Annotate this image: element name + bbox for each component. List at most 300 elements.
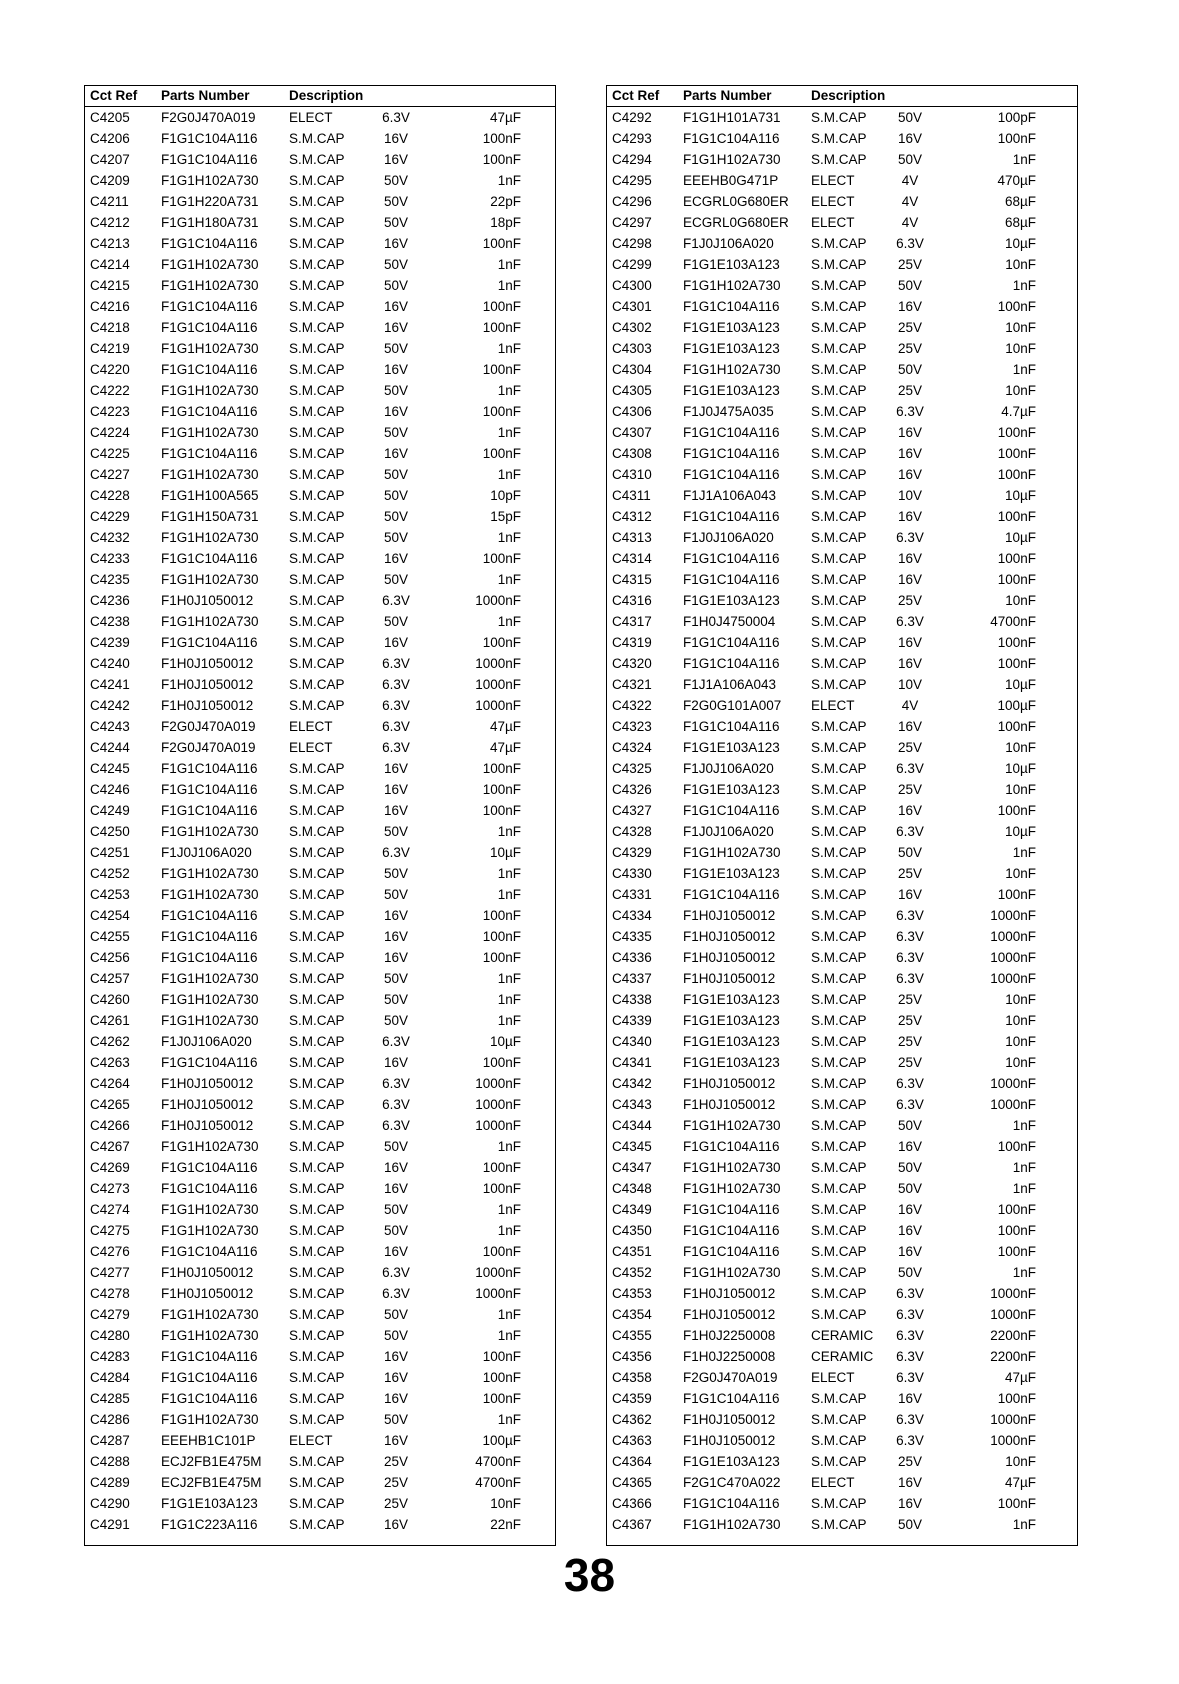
cell-cct-ref: C4362: [612, 1412, 652, 1427]
cell-cct-ref: C4290: [90, 1496, 130, 1511]
cell-parts-number: ECJ2FB1E475M: [161, 1454, 262, 1469]
cell-cct-ref: C4243: [90, 719, 130, 734]
cell-description: S.M.CAP: [811, 1286, 867, 1301]
cell-description: S.M.CAP: [811, 1454, 867, 1469]
table-row: [607, 1346, 1077, 1367]
cell-description: S.M.CAP: [811, 110, 867, 125]
cell-value: 100nF: [482, 1370, 521, 1385]
cell-value: 1000nF: [990, 971, 1036, 986]
cell-description: S.M.CAP: [811, 1097, 867, 1112]
cell-cct-ref: C4211: [90, 194, 129, 209]
cell-parts-number: F1J0J106A020: [161, 845, 252, 860]
cell-voltage: 16V: [383, 761, 409, 776]
cell-description: S.M.CAP: [289, 614, 345, 629]
cell-parts-number: F1H0J1050012: [683, 950, 776, 965]
cell-description: S.M.CAP: [811, 1307, 867, 1322]
cell-value: 1000nF: [475, 1265, 521, 1280]
cell-value: 47µF: [1004, 1475, 1036, 1490]
cell-voltage: 16V: [383, 1391, 409, 1406]
cell-description: S.M.CAP: [811, 551, 867, 566]
cell-cct-ref: C4209: [90, 173, 130, 188]
cell-parts-number: F1G1E103A123: [683, 1013, 780, 1028]
cell-value: 1nF: [1012, 152, 1036, 167]
cell-parts-number: F1H0J1050012: [161, 677, 254, 692]
cell-cct-ref: C4256: [90, 950, 130, 965]
table-row: [85, 1031, 555, 1052]
cell-cct-ref: C4322: [612, 698, 652, 713]
cell-voltage: 16V: [897, 551, 923, 566]
table-row: [607, 1262, 1077, 1283]
cell-voltage: 50V: [897, 1181, 923, 1196]
cell-description: S.M.CAP: [289, 362, 345, 377]
cell-voltage: 6.3V: [382, 740, 410, 755]
cell-value: 100nF: [997, 1496, 1036, 1511]
cell-description: S.M.CAP: [811, 971, 867, 986]
cell-voltage: 25V: [897, 782, 923, 797]
cell-value: 1nF: [497, 173, 521, 188]
table-row: [85, 716, 555, 737]
cell-description: S.M.CAP: [289, 173, 345, 188]
cell-voltage: 25V: [897, 866, 923, 881]
cell-cct-ref: C4279: [90, 1307, 130, 1322]
table-row: [607, 1283, 1077, 1304]
cell-parts-number: F1G1C104A116: [161, 929, 258, 944]
cell-parts-number: F1G1E103A123: [683, 1055, 780, 1070]
header-parts-number: Parts Number: [161, 88, 250, 103]
cell-value: 1000nF: [990, 950, 1036, 965]
cell-voltage: 16V: [897, 887, 923, 902]
cell-value: 1nF: [1012, 1160, 1036, 1175]
cell-parts-number: F1G1E103A123: [161, 1496, 258, 1511]
cell-value: 1nF: [497, 1013, 521, 1028]
table-row: [607, 632, 1077, 653]
cell-value: 10µF: [489, 1034, 521, 1049]
cell-description: S.M.CAP: [811, 530, 867, 545]
cell-description: S.M.CAP: [289, 824, 345, 839]
cell-parts-number: F1H0J1050012: [683, 1097, 776, 1112]
cell-description: S.M.CAP: [811, 1034, 867, 1049]
cell-voltage: 6.3V: [896, 1349, 924, 1364]
cell-description: S.M.CAP: [289, 803, 345, 818]
cell-value: 100nF: [482, 299, 521, 314]
table-row: [85, 1346, 555, 1367]
cell-value: 10µF: [1004, 824, 1036, 839]
cell-description: S.M.CAP: [289, 1496, 345, 1511]
cell-parts-number: F1G1H102A730: [161, 572, 259, 587]
table-row: [607, 1178, 1077, 1199]
cell-cct-ref: C4285: [90, 1391, 130, 1406]
cell-value: 100nF: [997, 509, 1036, 524]
cell-voltage: 50V: [383, 530, 409, 545]
cell-voltage: 6.3V: [382, 1265, 410, 1280]
table-header: [607, 86, 1077, 107]
cell-cct-ref: C4358: [612, 1370, 652, 1385]
cell-description: S.M.CAP: [811, 1076, 867, 1091]
cell-voltage: 50V: [897, 1118, 923, 1133]
cell-value: 10µF: [1004, 236, 1036, 251]
cell-cct-ref: C4314: [612, 551, 652, 566]
cell-voltage: 50V: [383, 215, 409, 230]
cell-cct-ref: C4284: [90, 1370, 130, 1385]
cell-parts-number: F1H0J1050012: [683, 929, 776, 944]
cell-cct-ref: C4223: [90, 404, 130, 419]
table-row: [607, 422, 1077, 443]
cell-voltage: 6.3V: [382, 1076, 410, 1091]
table-row: [607, 1409, 1077, 1430]
table-row: [85, 863, 555, 884]
cell-value: 1nF: [497, 467, 521, 482]
cell-voltage: 16V: [897, 656, 923, 671]
cell-value: 100nF: [997, 887, 1036, 902]
cell-cct-ref: C4365: [612, 1475, 652, 1490]
cell-description: S.M.CAP: [289, 1223, 345, 1238]
cell-parts-number: F1G1E103A123: [683, 782, 780, 797]
table-row: [85, 1262, 555, 1283]
cell-value: 1nF: [1012, 1181, 1036, 1196]
cell-value: 10nF: [1005, 257, 1036, 272]
cell-cct-ref: C4350: [612, 1223, 652, 1238]
cell-value: 100nF: [482, 1244, 521, 1259]
cell-voltage: 50V: [897, 845, 923, 860]
cell-voltage: 16V: [897, 1223, 923, 1238]
cell-voltage: 6.3V: [896, 1307, 924, 1322]
cell-parts-number: F1G1H101A731: [683, 110, 781, 125]
cell-parts-number: F2G1C470A022: [683, 1475, 781, 1490]
cell-cct-ref: C4278: [90, 1286, 130, 1301]
cell-voltage: 50V: [383, 992, 409, 1007]
cell-voltage: 6.3V: [382, 1286, 410, 1301]
table-row: [85, 611, 555, 632]
table-row: [607, 590, 1077, 611]
cell-voltage: 16V: [897, 572, 923, 587]
cell-description: S.M.CAP: [811, 1013, 867, 1028]
cell-parts-number: F1G1C104A116: [161, 446, 258, 461]
cell-parts-number: F1G1H102A730: [683, 1160, 781, 1175]
cell-voltage: 50V: [383, 887, 409, 902]
table-row: [85, 107, 555, 128]
cell-cct-ref: C4229: [90, 509, 130, 524]
cell-voltage: 50V: [897, 1265, 923, 1280]
cell-description: S.M.CAP: [811, 446, 867, 461]
table-row: [85, 359, 555, 380]
cell-value: 10nF: [1005, 866, 1036, 881]
cell-parts-number: F1G1H102A730: [683, 278, 781, 293]
cell-parts-number: F1G1C104A116: [683, 467, 780, 482]
cell-voltage: 25V: [897, 1034, 923, 1049]
cell-description: S.M.CAP: [811, 1265, 867, 1280]
cell-cct-ref: C4356: [612, 1349, 652, 1364]
cell-description: S.M.CAP: [811, 152, 867, 167]
cell-voltage: 6.3V: [382, 1034, 410, 1049]
cell-description: S.M.CAP: [811, 992, 867, 1007]
cell-value: 1nF: [497, 866, 521, 881]
cell-voltage: 50V: [383, 383, 409, 398]
cell-parts-number: F1G1C104A116: [683, 656, 780, 671]
cell-parts-number: F1G1C104A116: [683, 572, 780, 587]
cell-cct-ref: C4315: [612, 572, 652, 587]
cell-value: 10nF: [1005, 1055, 1036, 1070]
cell-description: S.M.CAP: [811, 593, 867, 608]
cell-value: 470µF: [997, 173, 1036, 188]
table-row: [85, 737, 555, 758]
cell-description: S.M.CAP: [811, 236, 867, 251]
cell-voltage: 50V: [383, 1307, 409, 1322]
header-description: Description: [811, 88, 886, 103]
table-row: [85, 1157, 555, 1178]
table-row: [607, 905, 1077, 926]
cell-parts-number: F1G1C104A116: [683, 131, 780, 146]
cell-cct-ref: C4363: [612, 1433, 652, 1448]
cell-description: S.M.CAP: [289, 1160, 345, 1175]
cell-cct-ref: C4319: [612, 635, 652, 650]
cell-description: ELECT: [811, 1475, 855, 1490]
cell-voltage: 6.3V: [382, 1118, 410, 1133]
cell-parts-number: F1G1H102A730: [161, 1328, 259, 1343]
cell-voltage: 50V: [383, 1139, 409, 1154]
cell-parts-number: F1G1C104A116: [161, 1370, 258, 1385]
cell-cct-ref: C4345: [612, 1139, 652, 1154]
cell-parts-number: F1G1H102A730: [161, 383, 259, 398]
cell-cct-ref: C4245: [90, 761, 130, 776]
cell-description: S.M.CAP: [289, 1055, 345, 1070]
cell-value: 1nF: [497, 1328, 521, 1343]
cell-value: 47µF: [489, 740, 521, 755]
table-row: [85, 569, 555, 590]
cell-value: 100nF: [997, 1139, 1036, 1154]
cell-value: 10nF: [1005, 1034, 1036, 1049]
cell-voltage: 16V: [897, 1496, 923, 1511]
cell-description: S.M.CAP: [289, 1391, 345, 1406]
cell-parts-number: F1G1C104A116: [683, 887, 780, 902]
cell-value: 1nF: [497, 530, 521, 545]
cell-cct-ref: C4286: [90, 1412, 130, 1427]
table-row: [85, 1304, 555, 1325]
cell-parts-number: F2G0J470A019: [161, 110, 256, 125]
cell-cct-ref: C4348: [612, 1181, 652, 1196]
cell-voltage: 50V: [897, 1517, 923, 1532]
cell-voltage: 16V: [383, 635, 409, 650]
cell-cct-ref: C4283: [90, 1349, 130, 1364]
cell-description: S.M.CAP: [289, 1202, 345, 1217]
cell-parts-number: F1H0J1050012: [683, 1076, 776, 1091]
cell-cct-ref: C4241: [90, 677, 130, 692]
cell-parts-number: F1G1C104A116: [161, 236, 258, 251]
header-cct-ref: Cct Ref: [90, 88, 138, 103]
table-row: [85, 1472, 555, 1493]
cell-cct-ref: C4242: [90, 698, 130, 713]
cell-description: S.M.CAP: [811, 404, 867, 419]
cell-parts-number: F1G1H220A731: [161, 194, 259, 209]
cell-description: S.M.CAP: [811, 908, 867, 923]
cell-description: S.M.CAP: [811, 803, 867, 818]
cell-description: S.M.CAP: [811, 677, 867, 692]
cell-cct-ref: C4251: [90, 845, 130, 860]
cell-voltage: 6.3V: [382, 593, 410, 608]
cell-value: 4700nF: [475, 1475, 521, 1490]
cell-value: 10nF: [1005, 992, 1036, 1007]
cell-cct-ref: C4327: [612, 803, 652, 818]
cell-voltage: 16V: [383, 299, 409, 314]
cell-voltage: 6.3V: [896, 236, 924, 251]
table-row: [607, 947, 1077, 968]
cell-description: S.M.CAP: [289, 1076, 345, 1091]
cell-parts-number: F1G1H102A730: [161, 1202, 259, 1217]
cell-parts-number: F1G1H102A730: [161, 257, 259, 272]
cell-description: S.M.CAP: [289, 404, 345, 419]
cell-value: 100nF: [482, 1349, 521, 1364]
cell-description: ELECT: [811, 173, 855, 188]
cell-cct-ref: C4244: [90, 740, 130, 755]
cell-cct-ref: C4312: [612, 509, 652, 524]
cell-description: ELECT: [289, 110, 333, 125]
cell-value: 22pF: [490, 194, 521, 209]
cell-value: 1000nF: [990, 908, 1036, 923]
cell-voltage: 50V: [897, 110, 923, 125]
cell-voltage: 16V: [383, 1055, 409, 1070]
cell-voltage: 16V: [897, 1139, 923, 1154]
cell-value: 2200nF: [990, 1349, 1036, 1364]
table-row: [607, 443, 1077, 464]
cell-parts-number: F1G1C104A116: [683, 425, 780, 440]
cell-cct-ref: C4343: [612, 1097, 652, 1112]
table-row: [607, 212, 1077, 233]
cell-voltage: 16V: [383, 1370, 409, 1385]
table-row: [85, 1325, 555, 1346]
cell-description: S.M.CAP: [289, 887, 345, 902]
cell-description: S.M.CAP: [811, 824, 867, 839]
table-row: [607, 737, 1077, 758]
cell-description: S.M.CAP: [811, 341, 867, 356]
cell-description: S.M.CAP: [289, 908, 345, 923]
cell-description: S.M.CAP: [811, 1118, 867, 1133]
cell-parts-number: EEEHB0G471P: [683, 173, 779, 188]
table-row: [607, 1157, 1077, 1178]
cell-description: S.M.CAP: [811, 635, 867, 650]
cell-parts-number: F1G1H102A730: [161, 1223, 259, 1238]
cell-parts-number: F1G1C104A116: [161, 803, 258, 818]
cell-description: S.M.CAP: [289, 425, 345, 440]
table-row: [607, 716, 1077, 737]
cell-parts-number: F1H0J1050012: [683, 1412, 776, 1427]
header-cct-ref: Cct Ref: [612, 88, 660, 103]
cell-parts-number: F1H0J1050012: [683, 908, 776, 923]
cell-cct-ref: C4246: [90, 782, 130, 797]
cell-value: 1nF: [497, 383, 521, 398]
cell-voltage: 16V: [383, 929, 409, 944]
cell-cct-ref: C4344: [612, 1118, 652, 1133]
table-row: [607, 1199, 1077, 1220]
cell-description: S.M.CAP: [811, 362, 867, 377]
cell-voltage: 16V: [383, 1349, 409, 1364]
table-row: [85, 674, 555, 695]
cell-parts-number: F1G1C104A116: [161, 1244, 258, 1259]
table-body: [85, 107, 555, 1535]
cell-cct-ref: C4340: [612, 1034, 652, 1049]
cell-description: S.M.CAP: [289, 1475, 345, 1490]
cell-parts-number: F1G1H102A730: [161, 971, 259, 986]
cell-voltage: 6.3V: [382, 656, 410, 671]
cell-value: 68µF: [1004, 194, 1036, 209]
cell-voltage: 4V: [901, 215, 919, 230]
cell-voltage: 6.3V: [896, 1328, 924, 1343]
cell-value: 100nF: [997, 719, 1036, 734]
cell-cct-ref: C4317: [612, 614, 652, 629]
cell-value: 100nF: [482, 404, 521, 419]
cell-voltage: 16V: [897, 1475, 923, 1490]
cell-cct-ref: C4255: [90, 929, 130, 944]
cell-cct-ref: C4296: [612, 194, 652, 209]
table-row: [85, 842, 555, 863]
cell-voltage: 16V: [383, 362, 409, 377]
cell-parts-number: F1G1H102A730: [161, 824, 259, 839]
table-row: [85, 821, 555, 842]
table-row: [85, 1409, 555, 1430]
cell-description: S.M.CAP: [811, 299, 867, 314]
cell-parts-number: F1G1C104A116: [683, 446, 780, 461]
cell-cct-ref: C4355: [612, 1328, 652, 1343]
cell-description: S.M.CAP: [289, 1139, 345, 1154]
cell-voltage: 6.3V: [896, 1370, 924, 1385]
cell-voltage: 25V: [383, 1496, 409, 1511]
cell-parts-number: F1G1C104A116: [161, 908, 258, 923]
cell-voltage: 16V: [897, 425, 923, 440]
cell-description: S.M.CAP: [289, 1412, 345, 1427]
cell-value: 1000nF: [475, 656, 521, 671]
table-row: [607, 170, 1077, 191]
cell-cct-ref: C4287: [90, 1433, 130, 1448]
cell-description: S.M.CAP: [289, 1370, 345, 1385]
table-row: [607, 1451, 1077, 1472]
cell-description: S.M.CAP: [289, 320, 345, 335]
cell-voltage: 16V: [897, 719, 923, 734]
cell-description: S.M.CAP: [289, 194, 345, 209]
cell-voltage: 10V: [897, 677, 923, 692]
table-row: [607, 149, 1077, 170]
cell-value: 1000nF: [475, 1076, 521, 1091]
table-row: [607, 968, 1077, 989]
cell-description: S.M.CAP: [289, 698, 345, 713]
cell-description: S.M.CAP: [811, 740, 867, 755]
cell-parts-number: F1G1H102A730: [161, 866, 259, 881]
cell-parts-number: F1G1H102A730: [161, 887, 259, 902]
table-row: [85, 590, 555, 611]
cell-description: S.M.CAP: [811, 782, 867, 797]
cell-parts-number: F1G1C104A116: [161, 131, 258, 146]
cell-voltage: 16V: [383, 1517, 409, 1532]
cell-cct-ref: C4311: [612, 488, 651, 503]
cell-value: 100nF: [997, 1202, 1036, 1217]
cell-cct-ref: C4342: [612, 1076, 652, 1091]
cell-voltage: 6.3V: [896, 761, 924, 776]
cell-value: 100nF: [482, 1055, 521, 1070]
cell-voltage: 6.3V: [382, 719, 410, 734]
cell-description: S.M.CAP: [811, 614, 867, 629]
table-row: [607, 695, 1077, 716]
cell-description: S.M.CAP: [811, 1055, 867, 1070]
cell-value: 100nF: [997, 467, 1036, 482]
cell-cct-ref: C4298: [612, 236, 652, 251]
table-row: [85, 1073, 555, 1094]
cell-cct-ref: C4277: [90, 1265, 130, 1280]
cell-cct-ref: C4353: [612, 1286, 652, 1301]
table-row: [607, 527, 1077, 548]
cell-description: S.M.CAP: [811, 929, 867, 944]
cell-cct-ref: C4351: [612, 1244, 652, 1259]
cell-description: S.M.CAP: [289, 1349, 345, 1364]
cell-value: 4700nF: [990, 614, 1036, 629]
cell-parts-number: F1G1H102A730: [683, 1517, 781, 1532]
cell-voltage: 6.3V: [896, 950, 924, 965]
